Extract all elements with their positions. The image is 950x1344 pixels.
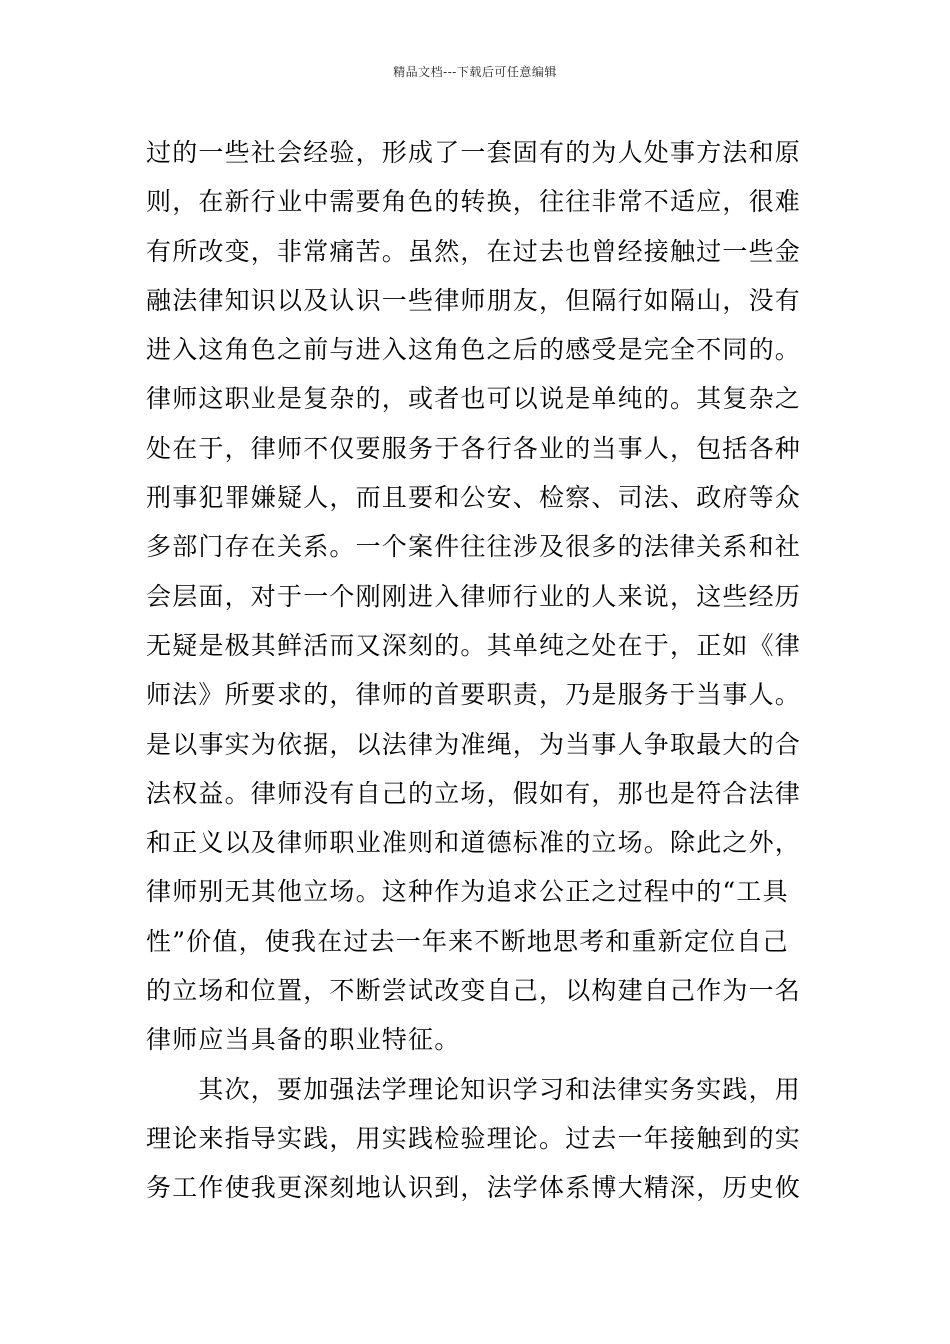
text-line: 理论来指导实践，用实践检验理论。过去一年接触到的实 xyxy=(146,1123,802,1153)
text-line: 无疑是极其鲜活而又深刻的。其单纯之处在于，正如《律 xyxy=(146,630,802,660)
text-line: 的立场和位置，不断尝试改变自己，以构建自己作为一名 xyxy=(146,976,802,1006)
text-line: 会层面，对于一个刚刚进入律师行业的人来说，这些经历 xyxy=(146,581,802,611)
text-line: 务工作使我更深刻地认识到，法学体系博大精深，历史攸 xyxy=(146,1173,802,1203)
text-line: 律师应当具备的职业特征。 xyxy=(146,1025,461,1055)
text-line: 和正义以及律师职业准则和道德标准的立场。除此之外， xyxy=(146,828,802,858)
text-line: 处在于，律师不仅要服务于各行各业的当事人，包括各种 xyxy=(146,433,802,463)
text-line: 多部门存在关系。一个案件往往涉及很多的法律关系和社 xyxy=(146,532,802,562)
text-line: 进入这角色之前与进入这角色之后的感受是完全不同的。 xyxy=(146,335,802,365)
page-header: 精品文档---下载后可任意编辑 xyxy=(393,65,557,79)
text-line: 师法》所要求的，律师的首要职责，乃是服务于当事人。 xyxy=(146,680,802,710)
text-line: 律师别无其他立场。这种作为追求公正之过程中的“工具 xyxy=(146,877,789,907)
text-line: 法权益。律师没有自己的立场，假如有，那也是符合法律 xyxy=(146,778,802,808)
text-line: 刑事犯罪嫌疑人，而且要和公安、检察、司法、政府等众 xyxy=(146,483,802,513)
text-line: 则，在新行业中需要角色的转换，往往非常不适应，很难 xyxy=(146,187,802,217)
text-line: 是以事实为依据，以法律为准绳，为当事人争取最大的合 xyxy=(146,729,802,759)
text-line: 其次，要加强法学理论知识学习和法律实务实践，用 xyxy=(146,1074,802,1104)
text-line: 性”价值，使我在过去一年来不断地思考和重新定位自己 xyxy=(146,926,789,956)
body-text xyxy=(146,128,810,1213)
text-line: 融法律知识以及认识一些律师朋友，但隔行如隔山，没有 xyxy=(146,285,802,315)
text-line: 有所改变，非常痛苦。虽然，在过去也曾经接触过一些金 xyxy=(146,236,802,266)
text-line: 过的一些社会经验，形成了一套固有的为人处事方法和原 xyxy=(146,138,802,167)
text-line: 律师这职业是复杂的，或者也可以说是单纯的。其复杂之 xyxy=(146,384,802,414)
